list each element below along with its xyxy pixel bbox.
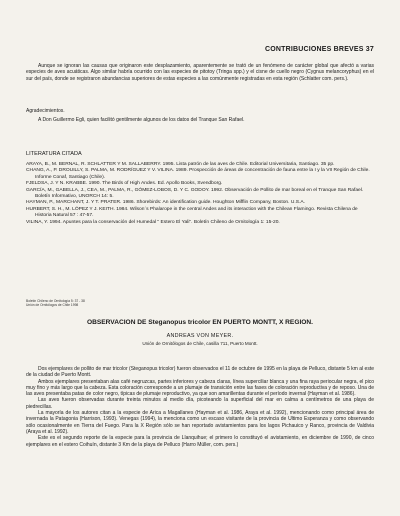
article-title: OBSERVACION DE Steganopus tricolor EN PUERTO MONTT, X REGION.	[86, 319, 314, 326]
acknowledgements-text: A Don Guillermo Egli, quien facilitó gentilmente algunos de los datos del Tranque San Rafael.	[38, 117, 245, 123]
article-author: ANDREAS VON MEYER.	[166, 333, 234, 339]
body-paragraph: Dos ejemplares de pollito de mar tricolor (Steganopus tricolor) fueron observados el 11 de octubre de 1995 en la playa de Pelluco, distante 5 km al este de la ciudad de Puerto Montt.	[26, 366, 374, 379]
body-paragraph: Ambos ejemplares presentaban alas café negruzcas, partes inferiores y cabeza claras, línea superciliar blanca y una fina raya periocular negra, el pico muy fino y más largo que la cabeza. Esta coloración corresponde a un plumaje de transición entre las fases de coloración reproductiva y de reposo. Una de las aves presentaba patas de color negro, típicas de plumaje reproductivo, ya que son amarillentas durante el período invernal (Hayman et al. 1986).	[26, 378, 374, 398]
journal-line: Unión de Ornitólogos de Chile 1998	[26, 303, 79, 308]
reference-item: VILINA, Y. 1994. Apuntes para la conservación del Humedal " Estero El Yali". Boletín Chileno de Ornitología 1: 15-20.	[26, 219, 280, 225]
body-paragraph: La mayoría de los autores citan a la especie de Arica a Magallanes (Hayman et al. 1986, Araya et al. 1992), mencionando como principal área de invernada la Patagonia (Harrison, 1993). Venegas (1994), la menciona como un escaso visitante de la provincia de Ultimo Esperanza y como observando sólo ocasionalmente en Tierra del Fuego. Para la X Región sólo se han reportado avistamientos para los lagos Pichauico y Ranco, provincia de Valdivia (Araya et al. 1992).	[26, 410, 374, 435]
literature-heading: LITERATURA CITADA	[26, 151, 82, 157]
body-paragraph: Este es el segundo reporte de la especie para la provincia de Llanquihue; el primero lo constituyó el avistamiento, en diciembre de 1990, de cinco ejemplares en el estero Coihuín, distante 3 Km de la playa de Pelluco (Harro Müller, com. pers.)	[26, 435, 374, 448]
reference-item: HAYMAN, P., MARCHANT, J. Y T. PRATER. 1986. Shorebirds: An identification guide. Houghton Mifflin Company, Boston. U.S.A.	[26, 200, 305, 206]
body-paragraph: Las aves fueron observadas durante treinta minutos al medio día, picoteando la superficial del mar en calma a centímetros de una playa de piedrecillas.	[26, 397, 374, 410]
running-head: CONTRIBUCIONES BREVES 37	[264, 46, 374, 53]
reference-item: FJELDSA, J. Y N. KRABBE. 1990. The Birds of High Andes. Ed. Apollo Books, Svendborg.	[26, 181, 223, 187]
author-affiliation: Unión de Ornitólogos de Chile, casilla 711, Puerto Montt.	[142, 341, 258, 346]
acknowledgements-heading: Agradecimientos.	[26, 108, 65, 114]
reference-item: CHANG, A., P. DROUILLY, S. PALMA, M. RODRÍGUEZ Y V. VILINA. 1989. Prospección de áreas de concentración de fauna entre la I y la VII Región de Chile. Informe Conaf, Santiago (Chile).	[26, 168, 370, 180]
intro-paragraph: Aunque se ignoran las causas que originaron este desplazamiento, aparentemente se trató de un fenómeno de carácter global que afectó a varias especies de aves acuáticas. Algo similar habría ocurrido con las especies de pitotoy (Tringa spp.) y el cisne de cuello negro (Cygnus melancoryphus) en el sur del país, donde se registraron abundancias superiores de estas especies a las comúnmente registradas en esta región (Schlatter com. pers.).	[26, 63, 374, 82]
article-body	[26, 366, 374, 448]
reference-item: ARAYA, B., M. BERNAL, R. SCHLATTER Y M. SALLABERRY. 1995. Lista patrón de las aves de Chile. Editorial Universitaria, Santiago. 35 pp.	[26, 162, 335, 167]
references-list	[26, 162, 374, 226]
journal-citation	[26, 299, 85, 308]
reference-item: GARCÍA, M., GABELLA, J., CEA, M., PALMA, R., GÓMEZ-LOBOS, D. Y C. GODOY. 1992. Observación de Pollito de mar boreal en el Tranque San Rafael. Boletín Informativo, UNORCH 14: 5.	[26, 187, 364, 200]
reference-item: HURBERT, S. H., M. LÓPEZ Y J. KEITH. 1984. Wilson´s Phalarope in the central Andes and its interaction with the Chilean Flamingo. Revista Chilena de Historia Natural 57 : 47-57.	[26, 206, 358, 219]
journal-line: Boletín Chileno de Ornitología 5: 37 - 38	[26, 299, 85, 303]
